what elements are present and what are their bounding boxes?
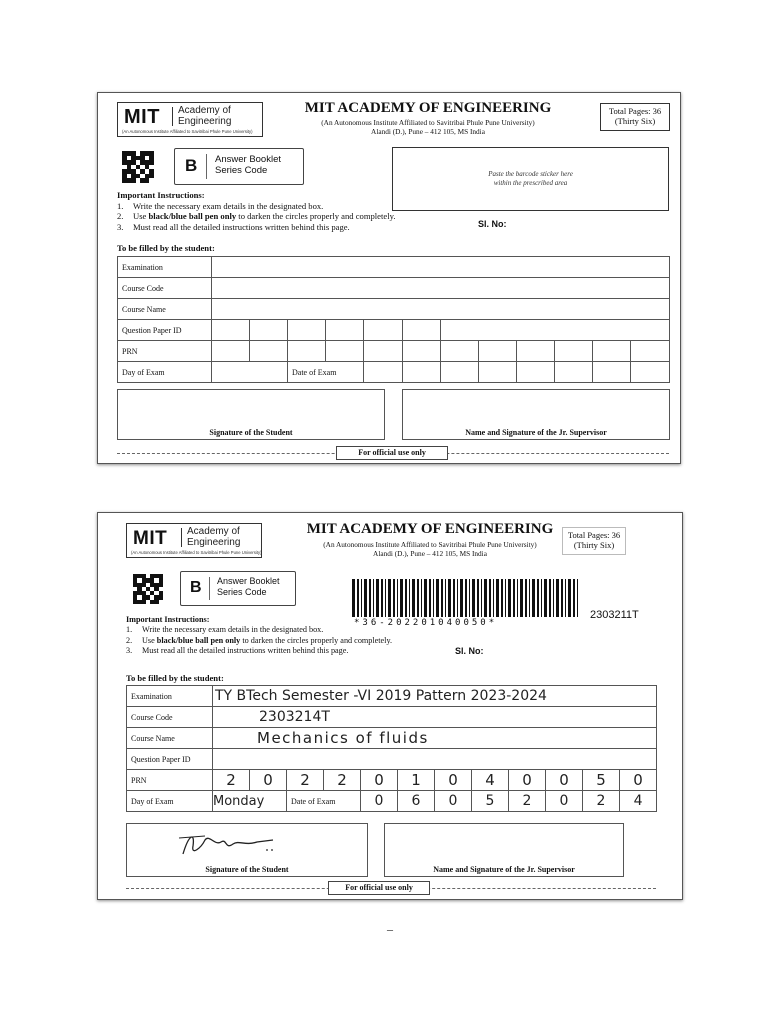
prn-cell[interactable] [288,341,326,362]
date-digit[interactable]: 0 [435,791,472,812]
prn-cell[interactable] [326,341,364,362]
course-code-input[interactable] [212,278,670,299]
date-cell[interactable] [593,362,631,383]
instruction-item: 2. Use black/blue ball pen only to darken the circles properly and completely. [126,635,393,645]
date-cell[interactable] [479,362,517,383]
institute-title: MIT ACADEMY OF ENGINEERING [304,100,552,116]
prn-digit[interactable]: 0 [435,770,472,791]
label-question-paper-id: Question Paper ID [127,749,213,770]
prn-digit[interactable]: 0 [620,770,657,791]
date-cell[interactable] [403,362,441,383]
student-details-table [117,256,670,383]
to-be-filled-heading: To be filled by the student: [126,673,224,683]
prn-cell[interactable] [441,341,479,362]
institute-subtitle: (An Autonomous Institute Affiliated to Savitribai Phule Pune University) [321,118,535,127]
total-pages-box: Total Pages: 36 (Thirty Six) [600,103,670,131]
filled-answer-sheet [97,512,683,900]
date-digit[interactable]: 0 [361,791,398,812]
prn-digit[interactable]: 2 [287,770,324,791]
label-course-name: Course Name [118,299,212,320]
signature-scribble [175,828,285,860]
label-course-name: Course Name [127,728,213,749]
instruction-item: 1. Write the necessary exam details in the designated box. [126,625,324,635]
date-cell[interactable] [631,362,670,383]
day-input[interactable] [212,362,288,383]
qp-id-cell[interactable] [364,320,403,341]
logo-mit: MIT [133,528,168,549]
prn-cell[interactable] [250,341,288,362]
supervisor-signature-box[interactable] [402,389,670,440]
date-cell[interactable] [364,362,403,383]
examination-input[interactable] [212,257,670,278]
instruction-item: 2. Use black/blue ball pen only to darken the circles properly and completely. [117,211,396,222]
qr-code-icon [122,151,154,183]
instructions-heading: Important Instructions: [117,190,205,200]
mit-logo [126,523,262,558]
date-digit[interactable]: 4 [620,791,657,812]
series-label: Answer Booklet Series Code [217,576,280,597]
date-digit[interactable]: 0 [546,791,583,812]
prn-digit[interactable]: 4 [472,770,509,791]
date-digit[interactable]: 2 [509,791,546,812]
prn-digit[interactable]: 5 [583,770,620,791]
barcode-text: *36-202201040050* [354,618,498,628]
course-name-input[interactable] [212,299,670,320]
logo-academy: Academy of Engineering [178,105,232,127]
date-cell[interactable] [441,362,479,383]
label-examination: Examination [127,686,213,707]
page-mark: – [387,922,393,936]
qp-id-cell[interactable] [326,320,364,341]
examination-value[interactable]: TY BTech Semester -VI 2019 Pattern 2023-2024 [213,686,657,707]
official-use-label: For official use only [328,881,430,895]
prn-cell[interactable] [631,341,670,362]
date-digit[interactable]: 5 [472,791,509,812]
prn-digit[interactable]: 2 [213,770,250,791]
label-date-of-exam: Date of Exam [288,362,364,383]
logo-academy: Academy of Engineering [187,526,241,548]
student-signature-box[interactable] [126,823,368,877]
prn-cell[interactable] [479,341,517,362]
serial-number-label: Sl. No: [455,646,484,656]
supervisor-signature-label: Name and Signature of the Jr. Supervisor [465,428,607,437]
official-use-label: For official use only [336,446,448,460]
instruction-item: 3. Must read all the detailed instructions written behind this page. [117,222,350,233]
label-date-of-exam: Date of Exam [287,791,361,812]
label-course-code: Course Code [127,707,213,728]
barcode [352,579,580,617]
prn-digit[interactable]: 2 [324,770,361,791]
blank-answer-sheet [97,92,681,464]
series-code-box [180,571,296,606]
label-question-paper-id: Question Paper ID [118,320,212,341]
series-label: Answer Booklet Series Code [215,154,282,177]
logo-tagline: (An Autonomous Institute Affiliated to Savitribai Phule Pune University) [122,129,253,134]
instruction-item: 3. Must read all the detailed instructions written behind this page. [126,645,349,655]
instructions-heading: Important Instructions: [126,615,210,624]
label-day-of-exam: Day of Exam [118,362,212,383]
barcode-number: 2303211T [590,609,639,621]
label-course-code: Course Code [118,278,212,299]
qp-id-input[interactable] [213,749,657,770]
student-signature-label: Signature of the Student [209,428,293,437]
instruction-item: 1. Write the necessary exam details in the designated box. [117,200,324,211]
student-signature-label: Signature of the Student [205,865,289,874]
course-code-value[interactable]: 2303214T [213,707,657,728]
institute-address: Alandi (D.), Pune – 412 105, MS India [371,127,485,136]
prn-cell[interactable] [555,341,593,362]
prn-digit[interactable]: 0 [361,770,398,791]
prn-digit[interactable]: 0 [546,770,583,791]
mit-logo [117,102,263,137]
supervisor-signature-label: Name and Signature of the Jr. Supervisor [433,865,575,874]
serial-number-label: Sl. No: [478,219,507,229]
label-prn: PRN [127,770,213,791]
institute-subtitle: (An Autonomous Institute Affiliated to Savitribai Phule Pune University) [323,540,537,549]
institute-title: MIT ACADEMY OF ENGINEERING [306,521,554,537]
prn-cell[interactable] [593,341,631,362]
qr-code-icon [133,574,163,604]
label-prn: PRN [118,341,212,362]
qp-id-empty [441,320,670,341]
supervisor-signature-box[interactable] [384,823,624,877]
prn-digit[interactable]: 1 [398,770,435,791]
label-day-of-exam: Day of Exam [127,791,213,812]
student-signature-box[interactable] [117,389,385,440]
total-pages-box: Total Pages: 36 (Thirty Six) [562,527,626,555]
prn-cell[interactable] [403,341,441,362]
instructions [126,615,426,656]
instructions [117,190,447,233]
date-cell[interactable] [555,362,593,383]
to-be-filled-heading: To be filled by the student: [117,243,215,253]
institute-address: Alandi (D.), Pune – 412 105, MS India [373,549,487,558]
logo-mit: MIT [124,106,160,128]
logo-tagline: (An Autonomous Institute Affiliated to Savitribai Phule Pune University) [131,550,262,555]
qp-id-cell[interactable] [250,320,288,341]
prn-digit[interactable]: 0 [250,770,287,791]
date-digit[interactable]: 2 [583,791,620,812]
course-name-value[interactable]: Mechanics of fluids [213,728,657,749]
prn-cell[interactable] [212,341,250,362]
date-cell[interactable] [517,362,555,383]
label-examination: Examination [118,257,212,278]
qp-id-cell[interactable] [212,320,250,341]
prn-digit[interactable]: 0 [509,770,546,791]
series-code-box [174,148,304,185]
barcode-hint: Paste the barcode sticker here within the prescribed area [488,170,573,187]
prn-cell[interactable] [517,341,555,362]
student-details-table [126,685,657,812]
day-value[interactable]: Monday [213,791,287,812]
date-digit[interactable]: 6 [398,791,435,812]
prn-cell[interactable] [364,341,403,362]
qp-id-cell[interactable] [403,320,441,341]
qp-id-cell[interactable] [288,320,326,341]
series-letter: B [185,156,198,175]
series-letter: B [190,579,202,596]
